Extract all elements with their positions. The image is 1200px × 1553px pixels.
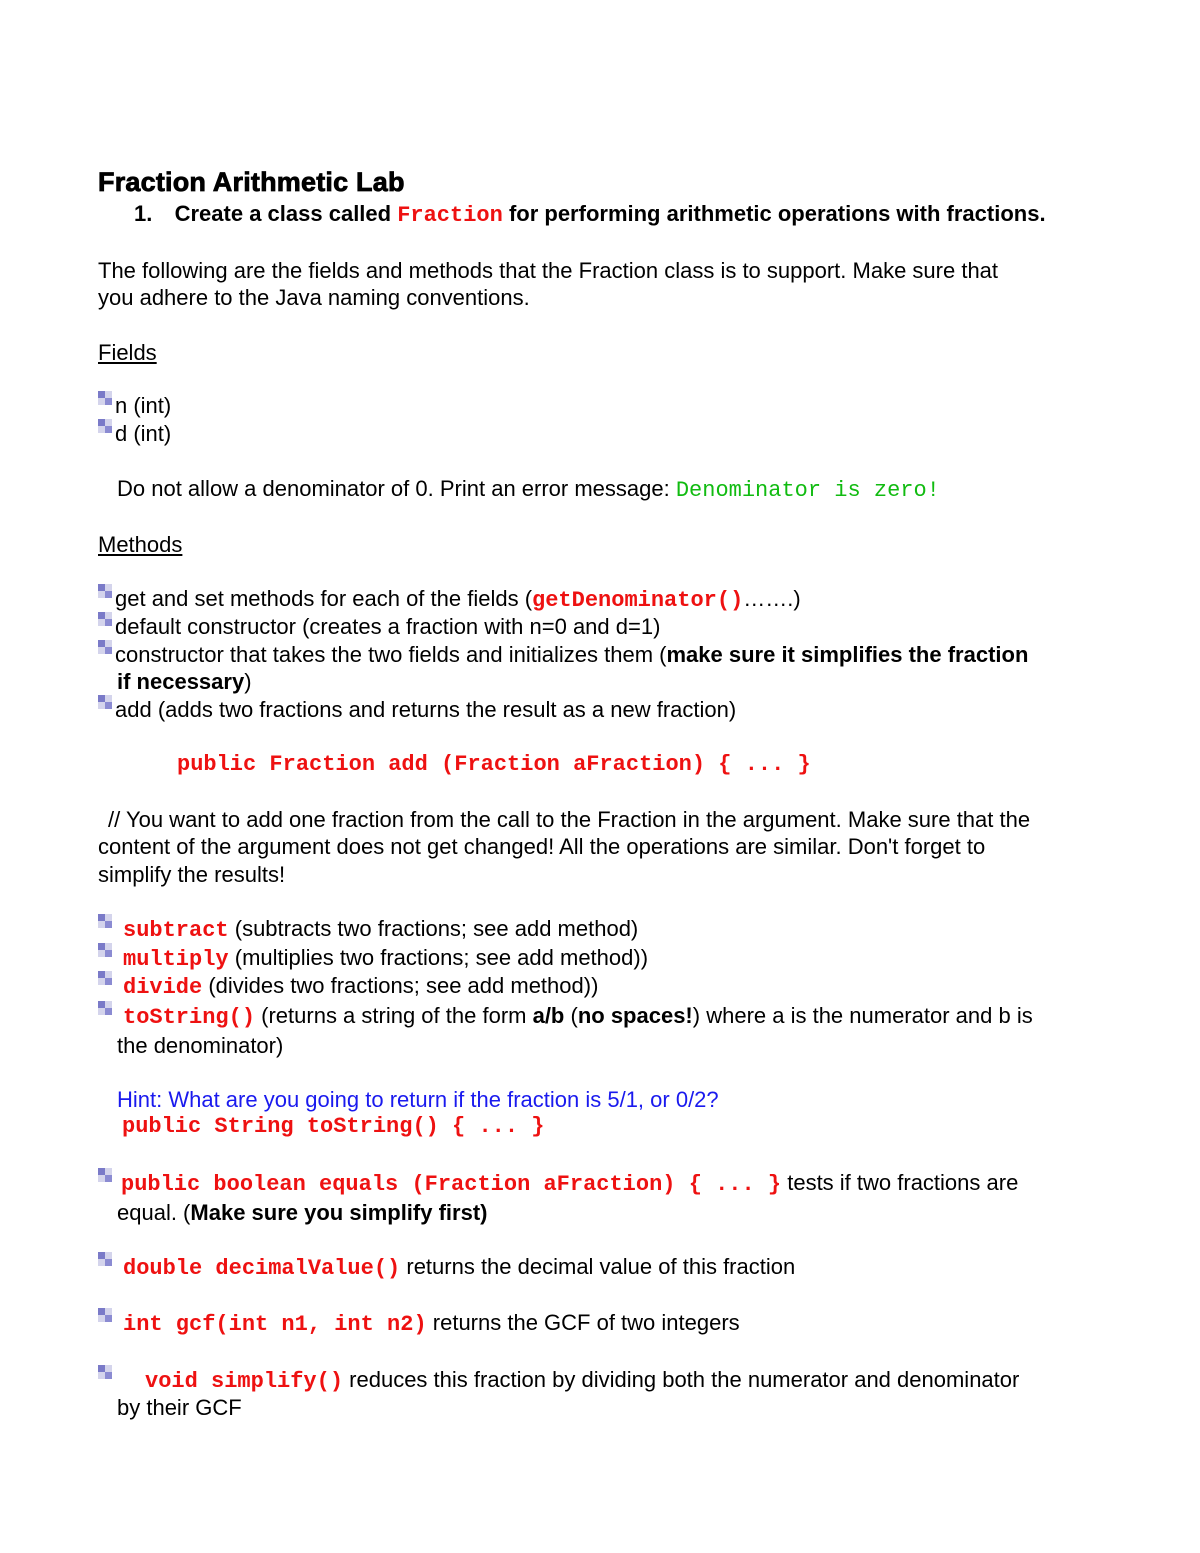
note-text: Do not allow a denominator of 0. Print an error message: [117, 476, 676, 501]
bullet-icon [98, 1168, 114, 1184]
add-signature: public Fraction add (Fraction aFraction) { ... } [177, 752, 811, 777]
method-code: getDenominator() [532, 588, 744, 613]
method-desc: returns the GCF of two integers [426, 1310, 740, 1335]
method-desc: get and set methods for each of the fields ( [115, 586, 533, 611]
bullet-icon [98, 391, 114, 407]
method-code: multiply [123, 947, 229, 972]
bullet-icon [98, 640, 114, 656]
method-emphasis: Make sure you simplify first) [190, 1200, 488, 1225]
intro-line-1: The following are the fields and methods that the Fraction class is to support. Make sure that [98, 258, 999, 283]
method-desc-end: ) [244, 669, 252, 694]
method-equals-cont [117, 1199, 487, 1227]
field-label: n (int) [115, 393, 172, 418]
method-code: divide [123, 975, 203, 1000]
method-desc: constructor that takes the two fields and initializes them ( [115, 642, 667, 667]
method-desc: add (adds two fractions and returns the result as a new fraction) [115, 697, 737, 722]
method-add [98, 696, 736, 724]
method-default-ctor [98, 613, 660, 641]
method-simplify [98, 1366, 1019, 1396]
method-emphasis: a/b [532, 1003, 565, 1028]
method-desc: equal. ( [117, 1200, 191, 1225]
bullet-icon [98, 1252, 114, 1268]
method-ctor [98, 641, 1028, 669]
error-message: Denominator is zero! [675, 478, 940, 503]
bullet-icon [98, 971, 114, 987]
bullet-icon [98, 695, 114, 711]
method-code: public boolean equals (Fraction aFraction) { ... } [121, 1172, 782, 1197]
comment-line-2: content of the argument does not get changed! All the operations are similar. Don't forget to [98, 834, 986, 859]
bullet-icon [98, 1001, 114, 1017]
tostring-signature: public String toString() { ... } [122, 1114, 545, 1139]
denominator-note [117, 475, 940, 505]
bullet-icon [98, 914, 114, 930]
method-tostring-cont: the denominator) [117, 1033, 284, 1058]
bullet-icon [98, 1308, 114, 1324]
class-name: Fraction [397, 203, 503, 228]
step-number: 1. [134, 201, 153, 226]
step-text-post: for performing arithmetic operations with fractions. [502, 201, 1046, 226]
method-desc: tests if two fractions are [781, 1170, 1019, 1195]
bullet-icon [98, 612, 114, 628]
method-gcf [98, 1309, 740, 1339]
bullet-icon [98, 584, 114, 600]
method-desc: (multiplies two fractions; see add method)) [228, 945, 649, 970]
methods-heading: Methods [98, 532, 183, 557]
field-item [98, 392, 171, 420]
comment-line-1: // You want to add one fraction from the call to the Fraction in the argument. Make sure that the [108, 807, 1031, 832]
method-desc: (subtracts two fractions; see add method) [228, 916, 639, 941]
method-code: void simplify() [145, 1369, 344, 1394]
method-desc: (divides two fractions; see add method)) [202, 973, 599, 998]
method-desc: returns the decimal value of this fraction [400, 1254, 796, 1279]
method-emphasis: make sure it simplifies the fraction [666, 642, 1029, 667]
method-decimal-value [98, 1253, 795, 1283]
method-emphasis: if necessary [117, 669, 245, 694]
method-divide [98, 972, 598, 1002]
fields-heading: Fields [98, 340, 157, 365]
intro-line-2: you adhere to the Java naming conventions. [98, 285, 530, 310]
method-simplify-cont: by their GCF [117, 1395, 242, 1420]
hint-text: Hint: What are you going to return if the fraction is 5/1, or 0/2? [117, 1087, 719, 1112]
method-desc-end: …….) [743, 586, 801, 611]
doc-title: Fraction Arithmetic Lab [98, 167, 405, 197]
method-desc: ) where a is the numerator and b is [692, 1003, 1033, 1028]
method-desc: reduces this fraction by dividing both the numerator and denominator [343, 1367, 1020, 1392]
method-desc: default constructor (creates a fraction with n=0 and d=1) [115, 614, 661, 639]
method-code: int gcf(int n1, int n2) [123, 1312, 427, 1337]
method-tostring [98, 1002, 1033, 1032]
method-code: toString() [123, 1005, 256, 1030]
step-text-pre: Create a class called [174, 201, 398, 226]
bullet-icon [98, 943, 114, 959]
comment-line-3: simplify the results! [98, 862, 286, 887]
method-get-set [98, 585, 801, 615]
method-desc: ( [564, 1003, 578, 1028]
method-emphasis: no spaces! [577, 1003, 693, 1028]
field-item [98, 420, 171, 448]
method-desc: (returns a string of the form [255, 1003, 533, 1028]
method-multiply [98, 944, 648, 974]
method-code: double decimalValue() [123, 1256, 401, 1281]
method-subtract [98, 915, 638, 945]
bullet-icon [98, 1365, 114, 1381]
bullet-icon [98, 419, 114, 435]
method-code: subtract [123, 918, 229, 943]
field-label: d (int) [115, 421, 172, 446]
step-1 [134, 200, 1046, 230]
method-equals [98, 1169, 1018, 1199]
method-ctor-cont [117, 668, 252, 696]
